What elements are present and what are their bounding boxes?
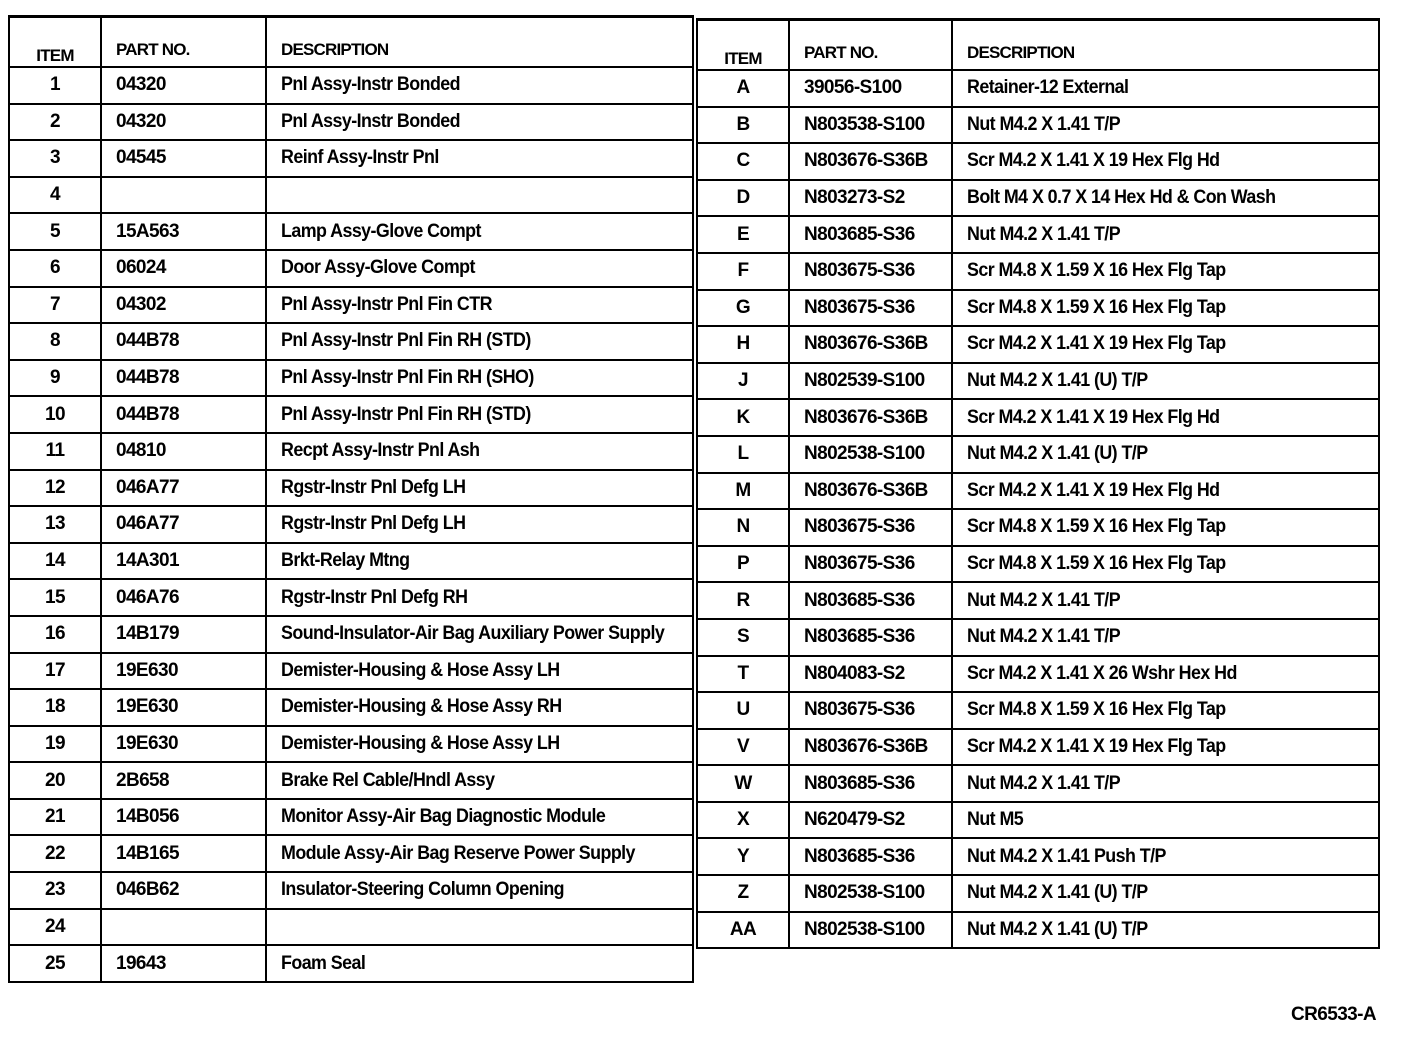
- part-number-cell: 046A77: [101, 506, 266, 543]
- table-row: [697, 692, 1379, 729]
- description-cell: [266, 726, 693, 763]
- description-cell: [952, 363, 1379, 400]
- table-row: [697, 838, 1379, 875]
- item-cell: 19: [9, 726, 101, 763]
- item-cell: 9: [9, 360, 101, 397]
- table-row: [9, 762, 693, 799]
- description-cell: [952, 692, 1379, 729]
- description-text: Nut M4.2 X 1.41 T/P: [967, 113, 1121, 135]
- item-cell: 10: [9, 396, 101, 433]
- description-cell: [266, 689, 693, 726]
- item-cell: 24: [9, 909, 101, 946]
- description-cell: [266, 872, 693, 909]
- table-row: [697, 253, 1379, 290]
- item-cell: F: [697, 253, 789, 290]
- part-number-cell: N803675-S36: [789, 546, 952, 583]
- description-cell: [952, 436, 1379, 473]
- item-cell: 15: [9, 579, 101, 616]
- item-cell: 17: [9, 653, 101, 690]
- part-number-cell: N803685-S36: [789, 619, 952, 656]
- table-row: [9, 470, 693, 507]
- item-cell: 18: [9, 689, 101, 726]
- description-cell: [952, 619, 1379, 656]
- part-number-cell: N803676-S36B: [789, 729, 952, 766]
- description-cell: [952, 509, 1379, 546]
- item-cell: 25: [9, 945, 101, 982]
- description-text: Demister-Housing & Hose Assy LH: [281, 732, 560, 754]
- description-cell: [266, 140, 693, 177]
- description-cell: [266, 909, 693, 946]
- description-text: Brake Rel Cable/Hndl Assy: [281, 769, 495, 791]
- description-cell: [952, 656, 1379, 693]
- description-cell: [952, 473, 1379, 510]
- table-row: [9, 909, 693, 946]
- table-row: [697, 216, 1379, 253]
- table-row: [697, 107, 1379, 144]
- description-text: Nut M4.2 X 1.41 (U) T/P: [967, 370, 1148, 392]
- part-number-cell: 19643: [101, 945, 266, 982]
- part-number-cell: N803676-S36B: [789, 143, 952, 180]
- item-cell: 2: [9, 104, 101, 141]
- part-number-cell: N620479-S2: [789, 802, 952, 839]
- table-row: [9, 250, 693, 287]
- table-row: [9, 213, 693, 250]
- description-text: Nut M4.2 X 1.41 Push T/P: [967, 845, 1166, 867]
- description-cell: [952, 838, 1379, 875]
- description-cell: [952, 582, 1379, 619]
- item-cell: M: [697, 473, 789, 510]
- description-column-header: DESCRIPTION: [266, 17, 693, 68]
- part-number-cell: 19E630: [101, 689, 266, 726]
- part-number-column-header: PART NO.: [101, 17, 266, 68]
- description-text: Door Assy-Glove Compt: [281, 257, 475, 279]
- item-cell: K: [697, 399, 789, 436]
- table-row: [9, 689, 693, 726]
- table-row: [697, 180, 1379, 217]
- item-cell: A: [697, 70, 789, 107]
- item-cell: L: [697, 436, 789, 473]
- description-text: Monitor Assy-Air Bag Diagnostic Module: [281, 806, 606, 828]
- table-row: [697, 656, 1379, 693]
- part-number-cell: 04320: [101, 104, 266, 141]
- part-number-cell: 046A77: [101, 470, 266, 507]
- part-number-cell: 04320: [101, 67, 266, 104]
- item-cell: 12: [9, 470, 101, 507]
- part-number-cell: 044B78: [101, 396, 266, 433]
- description-cell: [266, 177, 693, 214]
- description-text: Retainer-12 External: [967, 77, 1129, 99]
- part-number-cell: 04810: [101, 433, 266, 470]
- item-cell: U: [697, 692, 789, 729]
- item-cell: E: [697, 216, 789, 253]
- description-cell: [952, 253, 1379, 290]
- part-number-cell: 19E630: [101, 653, 266, 690]
- part-number-cell: 15A563: [101, 213, 266, 250]
- item-cell: S: [697, 619, 789, 656]
- item-cell: V: [697, 729, 789, 766]
- part-number-cell: N803676-S36B: [789, 473, 952, 510]
- description-cell: [952, 802, 1379, 839]
- description-text: Scr M4.8 X 1.59 X 16 Hex Flg Tap: [967, 553, 1226, 575]
- description-cell: [952, 326, 1379, 363]
- description-cell: [266, 287, 693, 324]
- table-row: [697, 619, 1379, 656]
- description-cell: [266, 835, 693, 872]
- table-row: [9, 104, 693, 141]
- part-number-cell: N802538-S100: [789, 875, 952, 912]
- item-cell: AA: [697, 912, 789, 949]
- item-cell: 14: [9, 543, 101, 580]
- part-number-cell: N802538-S100: [789, 436, 952, 473]
- table-row: [9, 616, 693, 653]
- description-cell: [952, 765, 1379, 802]
- description-text: Nut M4.2 X 1.41 T/P: [967, 626, 1121, 648]
- table-row: [9, 579, 693, 616]
- item-cell: 6: [9, 250, 101, 287]
- description-cell: [266, 616, 693, 653]
- part-number-cell: N803675-S36: [789, 253, 952, 290]
- table-row: [697, 70, 1379, 107]
- table-row: [697, 729, 1379, 766]
- table-row: [9, 360, 693, 397]
- item-cell: 3: [9, 140, 101, 177]
- item-cell: 1: [9, 67, 101, 104]
- description-cell: [952, 729, 1379, 766]
- description-cell: [266, 213, 693, 250]
- description-text: Bolt M4 X 0.7 X 14 Hex Hd & Con Wash: [967, 187, 1276, 209]
- table-row: [697, 509, 1379, 546]
- part-number-cell: 19E630: [101, 726, 266, 763]
- description-text: Nut M4.2 X 1.41 (U) T/P: [967, 443, 1148, 465]
- item-cell: J: [697, 363, 789, 400]
- description-cell: [266, 396, 693, 433]
- item-cell: 21: [9, 799, 101, 836]
- part-number-cell: 044B78: [101, 360, 266, 397]
- description-text: Lamp Assy-Glove Compt: [281, 220, 481, 242]
- table-row: [697, 912, 1379, 949]
- part-number-cell: 04302: [101, 287, 266, 324]
- description-cell: [266, 945, 693, 982]
- description-text: Recpt Assy-Instr Pnl Ash: [281, 440, 480, 462]
- description-text: Brkt-Relay Mtng: [281, 550, 410, 572]
- description-text: Scr M4.8 X 1.59 X 16 Hex Flg Tap: [967, 699, 1226, 721]
- item-cell: R: [697, 582, 789, 619]
- part-number-cell: 06024: [101, 250, 266, 287]
- item-cell: G: [697, 290, 789, 327]
- part-number-cell: N803676-S36B: [789, 399, 952, 436]
- table-row: [9, 67, 693, 104]
- table-row: [9, 140, 693, 177]
- table-row: [697, 143, 1379, 180]
- table-row: [697, 765, 1379, 802]
- description-cell: [952, 875, 1379, 912]
- table-header-row: [9, 17, 693, 68]
- item-cell: 23: [9, 872, 101, 909]
- description-text: Scr M4.8 X 1.59 X 16 Hex Flg Tap: [967, 260, 1226, 282]
- description-cell: [266, 250, 693, 287]
- description-cell: [266, 653, 693, 690]
- description-text: Module Assy-Air Bag Reserve Power Supply: [281, 842, 635, 864]
- description-text: Pnl Assy-Instr Pnl Fin RH (STD): [281, 403, 531, 425]
- table-row: [9, 799, 693, 836]
- description-cell: [266, 762, 693, 799]
- description-text: Nut M4.2 X 1.41 (U) T/P: [967, 882, 1148, 904]
- description-text: Scr M4.2 X 1.41 X 19 Hex Flg Tap: [967, 333, 1226, 355]
- item-cell: Y: [697, 838, 789, 875]
- part-number-cell: N804083-S2: [789, 656, 952, 693]
- table-row: [697, 802, 1379, 839]
- description-text: Nut M4.2 X 1.41 T/P: [967, 589, 1121, 611]
- item-cell: 4: [9, 177, 101, 214]
- description-cell: [952, 399, 1379, 436]
- table-row: [9, 872, 693, 909]
- part-number-cell: N802539-S100: [789, 363, 952, 400]
- part-number-cell: N803675-S36: [789, 692, 952, 729]
- description-text: Scr M4.8 X 1.59 X 16 Hex Flg Tap: [967, 516, 1226, 538]
- description-text: Rgstr-Instr Pnl Defg LH: [281, 476, 466, 498]
- table-row: [697, 546, 1379, 583]
- table-row: [9, 433, 693, 470]
- item-cell: 11: [9, 433, 101, 470]
- description-cell: [952, 912, 1379, 949]
- table-row: [9, 653, 693, 690]
- description-text: Scr M4.2 X 1.41 X 19 Hex Flg Hd: [967, 150, 1220, 172]
- description-text: Scr M4.2 X 1.41 X 19 Hex Flg Hd: [967, 406, 1220, 428]
- description-text: Pnl Assy-Instr Bonded: [281, 110, 461, 132]
- description-text: Pnl Assy-Instr Pnl Fin CTR: [281, 293, 492, 315]
- description-text: Pnl Assy-Instr Bonded: [281, 74, 461, 96]
- item-cell: N: [697, 509, 789, 546]
- part-number-cell: 14B165: [101, 835, 266, 872]
- table-row: [697, 363, 1379, 400]
- description-cell: [266, 360, 693, 397]
- item-cell: Z: [697, 875, 789, 912]
- description-text: Reinf Assy-Instr Pnl: [281, 147, 439, 169]
- description-text: Insulator-Steering Column Opening: [281, 879, 565, 901]
- item-cell: X: [697, 802, 789, 839]
- description-cell: [266, 579, 693, 616]
- table-row: [697, 582, 1379, 619]
- description-text: Nut M4.2 X 1.41 T/P: [967, 223, 1121, 245]
- item-cell: 20: [9, 762, 101, 799]
- part-number-cell: 14B056: [101, 799, 266, 836]
- description-cell: [952, 143, 1379, 180]
- description-cell: [952, 180, 1379, 217]
- description-text: Sound-Insulator-Air Bag Auxiliary Power Supply: [281, 623, 665, 645]
- description-cell: [952, 70, 1379, 107]
- description-text: Nut M4.2 X 1.41 T/P: [967, 772, 1121, 794]
- item-cell: 22: [9, 835, 101, 872]
- table-row: [697, 436, 1379, 473]
- part-number-cell: N803685-S36: [789, 216, 952, 253]
- item-cell: 16: [9, 616, 101, 653]
- table-row: [697, 326, 1379, 363]
- item-cell: W: [697, 765, 789, 802]
- description-text: Rgstr-Instr Pnl Defg LH: [281, 513, 466, 535]
- table-row: [697, 473, 1379, 510]
- item-cell: 7: [9, 287, 101, 324]
- item-cell: B: [697, 107, 789, 144]
- description-cell: [952, 107, 1379, 144]
- description-text: Scr M4.8 X 1.59 X 16 Hex Flg Tap: [967, 296, 1226, 318]
- part-number-cell: N803685-S36: [789, 838, 952, 875]
- table-row: [9, 506, 693, 543]
- table-row: [9, 835, 693, 872]
- part-number-cell: 04545: [101, 140, 266, 177]
- description-cell: [952, 546, 1379, 583]
- figure-reference-code: CR6533-A: [1291, 1004, 1376, 1025]
- part-number-cell: 046A76: [101, 579, 266, 616]
- description-text: Nut M5: [967, 809, 1024, 831]
- description-cell: [952, 290, 1379, 327]
- description-cell: [266, 543, 693, 580]
- item-column-header: ITEM: [9, 17, 101, 68]
- description-cell: [266, 470, 693, 507]
- description-cell: [266, 67, 693, 104]
- item-cell: P: [697, 546, 789, 583]
- part-number-cell: 044B78: [101, 323, 266, 360]
- item-cell: 13: [9, 506, 101, 543]
- item-cell: C: [697, 143, 789, 180]
- table-header-row: [697, 20, 1379, 71]
- table-row: [697, 290, 1379, 327]
- item-cell: 5: [9, 213, 101, 250]
- table-row: [9, 726, 693, 763]
- part-number-cell: 2B658: [101, 762, 266, 799]
- description-text: Demister-Housing & Hose Assy RH: [281, 696, 562, 718]
- description-cell: [266, 799, 693, 836]
- item-column-header: ITEM: [697, 20, 789, 71]
- table-row: [9, 177, 693, 214]
- part-number-cell: 39056-S100: [789, 70, 952, 107]
- part-number-cell: N803685-S36: [789, 765, 952, 802]
- part-number-cell: N803273-S2: [789, 180, 952, 217]
- item-cell: D: [697, 180, 789, 217]
- description-text: Pnl Assy-Instr Pnl Fin RH (SHO): [281, 367, 534, 389]
- description-text: Scr M4.2 X 1.41 X 26 Wshr Hex Hd: [967, 662, 1237, 684]
- part-number-column-header: PART NO.: [789, 20, 952, 71]
- description-cell: [266, 433, 693, 470]
- table-row: [9, 543, 693, 580]
- description-cell: [266, 323, 693, 360]
- description-text: Rgstr-Instr Pnl Defg RH: [281, 586, 468, 608]
- part-number-cell: N802538-S100: [789, 912, 952, 949]
- part-number-cell: [101, 909, 266, 946]
- description-cell: [266, 104, 693, 141]
- table-row: [9, 287, 693, 324]
- part-number-cell: 14B179: [101, 616, 266, 653]
- part-number-cell: N803675-S36: [789, 290, 952, 327]
- part-number-cell: N803675-S36: [789, 509, 952, 546]
- description-text: Scr M4.2 X 1.41 X 19 Hex Flg Hd: [967, 479, 1220, 501]
- part-number-cell: [101, 177, 266, 214]
- part-number-cell: 046B62: [101, 872, 266, 909]
- description-cell: [266, 506, 693, 543]
- part-number-cell: N803538-S100: [789, 107, 952, 144]
- item-cell: 8: [9, 323, 101, 360]
- description-text: Pnl Assy-Instr Pnl Fin RH (STD): [281, 330, 531, 352]
- part-number-cell: N803685-S36: [789, 582, 952, 619]
- part-number-cell: N803676-S36B: [789, 326, 952, 363]
- parts-table-right: [696, 18, 1380, 949]
- description-column-header: DESCRIPTION: [952, 20, 1379, 71]
- description-text: Nut M4.2 X 1.41 (U) T/P: [967, 918, 1148, 940]
- description-text: Demister-Housing & Hose Assy LH: [281, 659, 560, 681]
- table-row: [9, 396, 693, 433]
- item-cell: T: [697, 656, 789, 693]
- table-row: [697, 875, 1379, 912]
- description-cell: [952, 216, 1379, 253]
- table-row: [9, 323, 693, 360]
- description-text: Foam Seal: [281, 952, 366, 974]
- table-row: [697, 399, 1379, 436]
- description-text: Scr M4.2 X 1.41 X 19 Hex Flg Tap: [967, 735, 1226, 757]
- parts-table-left: [8, 15, 694, 983]
- table-row: [9, 945, 693, 982]
- part-number-cell: 14A301: [101, 543, 266, 580]
- item-cell: H: [697, 326, 789, 363]
